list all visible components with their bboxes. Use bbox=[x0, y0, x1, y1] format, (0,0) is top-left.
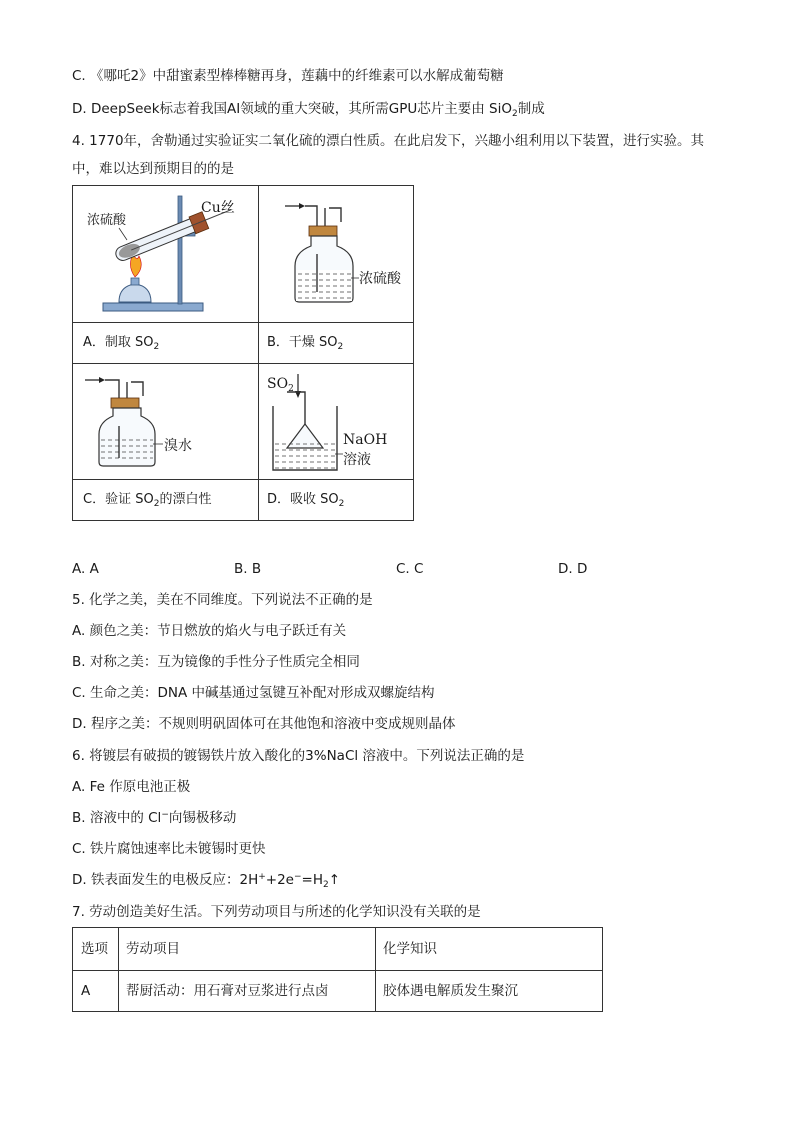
label-conc-sulfuric-acid: 浓硫酸 bbox=[87, 213, 127, 228]
label-solution: 溶液 bbox=[343, 452, 371, 468]
q3-option-d-text: D. DeepSeek标志着我国AI领域的重大突破，其所需GPU芯片主要由 SiO bbox=[72, 101, 512, 117]
table-divider bbox=[258, 186, 259, 520]
q7-row-a-knowledge: 胶体遇电解质发生聚沉 bbox=[383, 983, 518, 999]
caption-a-sub: 2 bbox=[153, 342, 160, 352]
q6-option-d-arrow: ↑ bbox=[328, 872, 341, 888]
q3-option-d-tail: 制成 bbox=[517, 101, 545, 117]
q7-header-labor: 劳动项目 bbox=[126, 941, 180, 957]
caption-c-sub: 2 bbox=[153, 499, 160, 509]
q6-option-d bbox=[72, 870, 340, 890]
q7-header-knowledge: 化学知识 bbox=[383, 941, 437, 957]
table-divider bbox=[73, 479, 413, 480]
q5-option-a: A. 颜色之美：节日燃放的焰火与电子跃迁有关 bbox=[72, 623, 347, 639]
caption-a bbox=[83, 333, 159, 353]
caption-c-text: C．验证 SO bbox=[83, 492, 154, 507]
table-divider bbox=[73, 322, 413, 323]
caption-c bbox=[83, 490, 211, 510]
caption-b-sub: 2 bbox=[337, 342, 344, 352]
apparatus-c-bromine-water-bottle bbox=[79, 370, 255, 474]
q7-table bbox=[72, 927, 603, 1012]
q4-option-b: B. B bbox=[234, 561, 262, 577]
q6-option-b-sup: − bbox=[161, 810, 169, 820]
q5-option-b: B. 对称之美：互为镜像的手性分子性质完全相同 bbox=[72, 654, 360, 670]
q5-option-c: C. 生命之美：DNA 中碱基通过氢键互补配对形成双螺旋结构 bbox=[72, 685, 435, 701]
q6-option-d-sup2: − bbox=[293, 872, 302, 882]
q6-stem: 6. 将镀层有破损的镀锡铁片放入酸化的3%NaCl 溶液中。下列说法正确的是 bbox=[72, 748, 525, 764]
q4-option-a: A. A bbox=[72, 561, 99, 577]
q6-option-d-mid: +2e bbox=[265, 872, 294, 888]
label-cu-wire: Cu丝 bbox=[201, 200, 235, 216]
q4-option-c: C. C bbox=[396, 561, 424, 577]
table-divider bbox=[73, 363, 413, 364]
q5-stem: 5. 化学之美，美在不同维度。下列说法不正确的是 bbox=[72, 592, 373, 608]
caption-d-sub: 2 bbox=[338, 499, 345, 509]
apparatus-b-gas-washing-bottle bbox=[265, 194, 411, 318]
q6-option-b bbox=[72, 808, 236, 828]
caption-d-text: D．吸收 SO bbox=[267, 492, 339, 507]
q7-row-a-labor: 帮厨活动：用石膏对豆浆进行点卤 bbox=[126, 983, 329, 999]
table-divider bbox=[73, 970, 602, 971]
q5-option-d: D. 程序之美：不规则明矾固体可在其他饱和溶液中变成规则晶体 bbox=[72, 716, 456, 732]
q3-option-d-sub: 2 bbox=[512, 109, 518, 119]
apparatus-d-naoh-beaker bbox=[265, 366, 411, 476]
caption-b-text: B．干燥 SO bbox=[267, 335, 338, 350]
q3-option-d bbox=[72, 99, 545, 119]
caption-c-tail: 的漂白性 bbox=[159, 492, 212, 507]
q6-option-b-tail: 向锡极移动 bbox=[168, 810, 237, 826]
caption-d bbox=[267, 490, 344, 510]
q6-option-d-text: D. 铁表面发生的电极反应：2H bbox=[72, 872, 259, 888]
caption-a-text: A．制取 SO bbox=[83, 335, 154, 350]
label-naoh: NaOH bbox=[343, 432, 388, 448]
q6-option-d-sup1: + bbox=[258, 872, 266, 882]
apparatus-a-heating-setup bbox=[79, 190, 255, 320]
label-b-sulfuric-acid: 浓硫酸 bbox=[359, 271, 401, 287]
apparatus-table bbox=[72, 185, 414, 521]
q7-header-option: 选项 bbox=[81, 941, 108, 957]
label-bromine-water: 溴水 bbox=[164, 438, 192, 454]
q4-options bbox=[0, 559, 794, 579]
q7-stem: 7. 劳动创造美好生活。下列劳动项目与所述的化学知识没有关联的是 bbox=[72, 904, 481, 920]
q4-stem-line2: 中，难以达到预期目的的是 bbox=[72, 161, 234, 177]
caption-b bbox=[267, 333, 343, 353]
q6-option-d-eq: =H bbox=[301, 872, 323, 888]
q6-option-b-text: B. 溶液中的 Cl bbox=[72, 810, 162, 826]
q4-stem-line1: 4. 1770年，舍勒通过实验证实二氧化硫的漂白性质。在此启发下，兴趣小组利用以下装置，进行实验。其 bbox=[72, 133, 705, 149]
q6-option-d-sub: 2 bbox=[323, 880, 329, 890]
q3-option-c: C. 《哪吒2》中甜蜜素型棒棒糖再身，莲藕中的纤维素可以水解成葡萄糖 bbox=[72, 68, 504, 84]
q6-option-c: C. 铁片腐蚀速率比未镀锡时更快 bbox=[72, 841, 266, 857]
q4-option-d: D. D bbox=[558, 561, 588, 577]
q7-row-a-option: A bbox=[81, 983, 91, 999]
label-so2: $SO_2$ bbox=[267, 376, 294, 394]
q6-option-a: A. Fe 作原电池正极 bbox=[72, 779, 191, 795]
